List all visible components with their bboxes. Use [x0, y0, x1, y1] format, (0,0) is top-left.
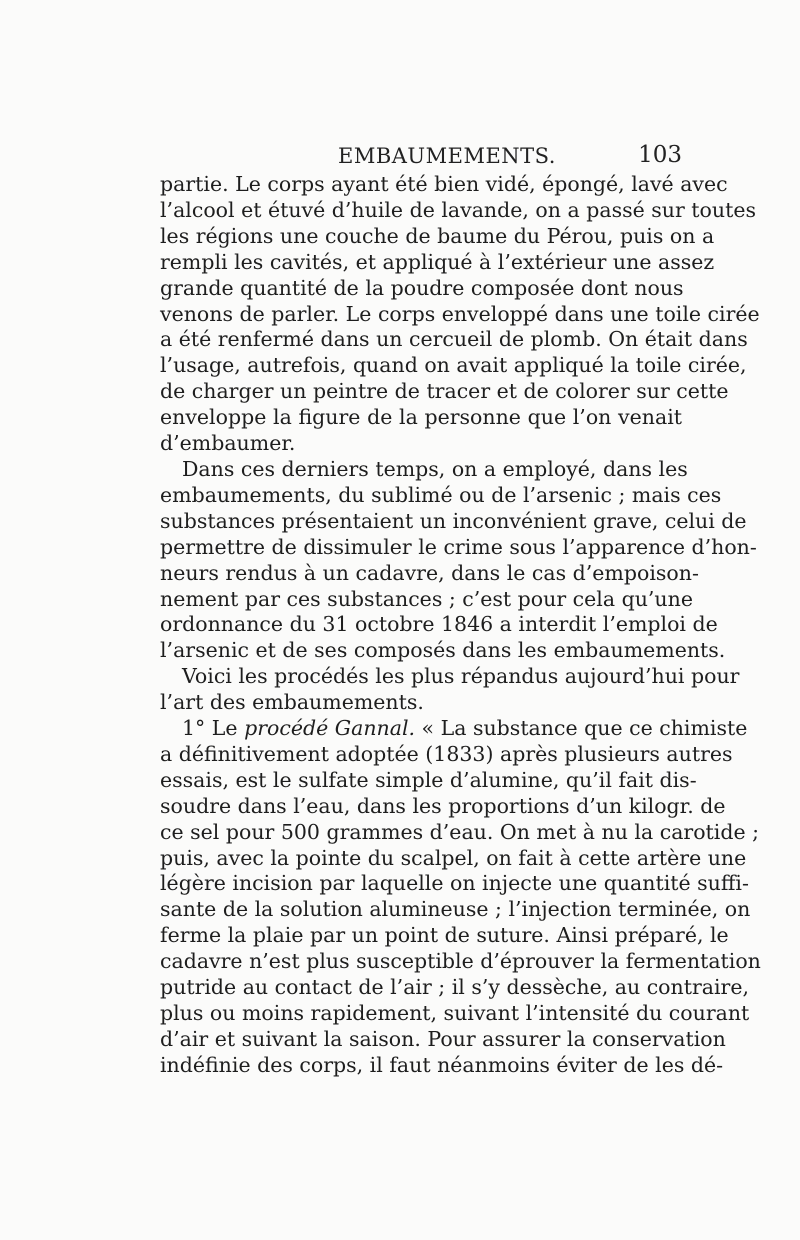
text-line: [160, 716, 748, 742]
text-line: ordonnance du 31 octobre 1846 a interdit l’emploi de: [160, 612, 718, 637]
text-line: l’art des embaumements.: [160, 690, 424, 715]
text-line: l’alcool et étuvé d’huile de lavande, on a passé sur toutes: [160, 197, 756, 222]
text-line: nement par ces substances ; c’est pour cela qu’une: [160, 586, 693, 611]
text-line: embaumements, du sublimé ou de l’arsenic ; mais ces: [160, 482, 722, 507]
text-line: a définitivement adoptée (1833) après plusieurs autres: [160, 741, 733, 766]
text-line: Voici les procédés les plus répandus aujourd’hui pour: [182, 664, 740, 689]
text-line: putride au contact de l’air ; il s’y dessèche, au contraire,: [160, 975, 749, 1000]
text-line: d’embaumer.: [160, 431, 296, 456]
text-line: les régions une couche de baume du Pérou, puis on a: [160, 223, 715, 248]
text-line: soudre dans l’eau, dans les proportions d’un kilogr. de: [160, 793, 726, 818]
text-line: enveloppe la figure de la personne que l’on venait: [160, 405, 682, 430]
text-line: venons de parler. Le corps enveloppé dans une toile cirée: [160, 301, 760, 326]
text-line: rempli les cavités, et appliqué à l’extérieur une assez: [160, 249, 715, 274]
text-line: légère incision par laquelle on injecte une quantité suffi-: [160, 871, 749, 896]
text-line: permettre de dissimuler le crime sous l’apparence d’hon-: [160, 534, 757, 559]
paragraph-1: [160, 172, 760, 457]
paragraph-2: [160, 456, 757, 664]
list-marker: 1° Le: [182, 716, 245, 741]
text-line: l’usage, autrefois, quand on avait appliqué la toile cirée,: [160, 353, 747, 378]
text-line: puis, avec la pointe du scalpel, on fait à cette artère une: [160, 845, 747, 870]
body-text: [160, 172, 761, 1079]
text-fragment: « La substance que ce chimiste: [415, 716, 748, 741]
paragraph-3: [160, 664, 740, 716]
text-line: essais, est le sulfate simple d’alumine, qu’il fait dis-: [160, 767, 697, 792]
page-header: [160, 140, 682, 174]
text-line: a été renfermé dans un cercueil de plomb. On était dans: [160, 327, 748, 352]
text-line: l’arsenic et de ses composés dans les embaumements.: [160, 638, 726, 663]
paragraph-4: [160, 716, 761, 1079]
text-line: d’air et suivant la saison. Pour assurer la conservation: [160, 1026, 726, 1051]
text-line: plus ou moins rapidement, suivant l’intensité du courant: [160, 1001, 750, 1025]
procedure-name: procédé Gannal.: [244, 716, 416, 741]
text-line: Dans ces derniers temps, on a employé, dans les: [182, 456, 688, 481]
running-title: EMBAUMEMENTS.: [338, 144, 556, 168]
text-line: ce sel pour 500 grammes d’eau. On met à nu la carotide ;: [160, 819, 760, 844]
text-line: partie. Le corps ayant été bien vidé, épongé, lavé avec: [160, 172, 728, 196]
page-number: 103: [638, 142, 682, 168]
text-line: substances présentaient un inconvénient grave, celui de: [160, 508, 747, 533]
text-line: sante de la solution alumineuse ; l’injection terminée, on: [160, 897, 751, 922]
text-line: grande quantité de la poudre composée dont nous: [160, 275, 684, 300]
text-line: ferme la plaie par un point de suture. Ainsi préparé, le: [160, 923, 729, 948]
text-line: neurs rendus à un cadavre, dans le cas d’empoison-: [160, 560, 699, 585]
text-line: de charger un peintre de tracer et de colorer sur cette: [160, 379, 729, 404]
text-line: cadavre n’est plus susceptible d’éprouver la fermentation: [160, 949, 761, 974]
text-line: indéfinie des corps, il faut néanmoins éviter de les dé-: [160, 1052, 724, 1077]
